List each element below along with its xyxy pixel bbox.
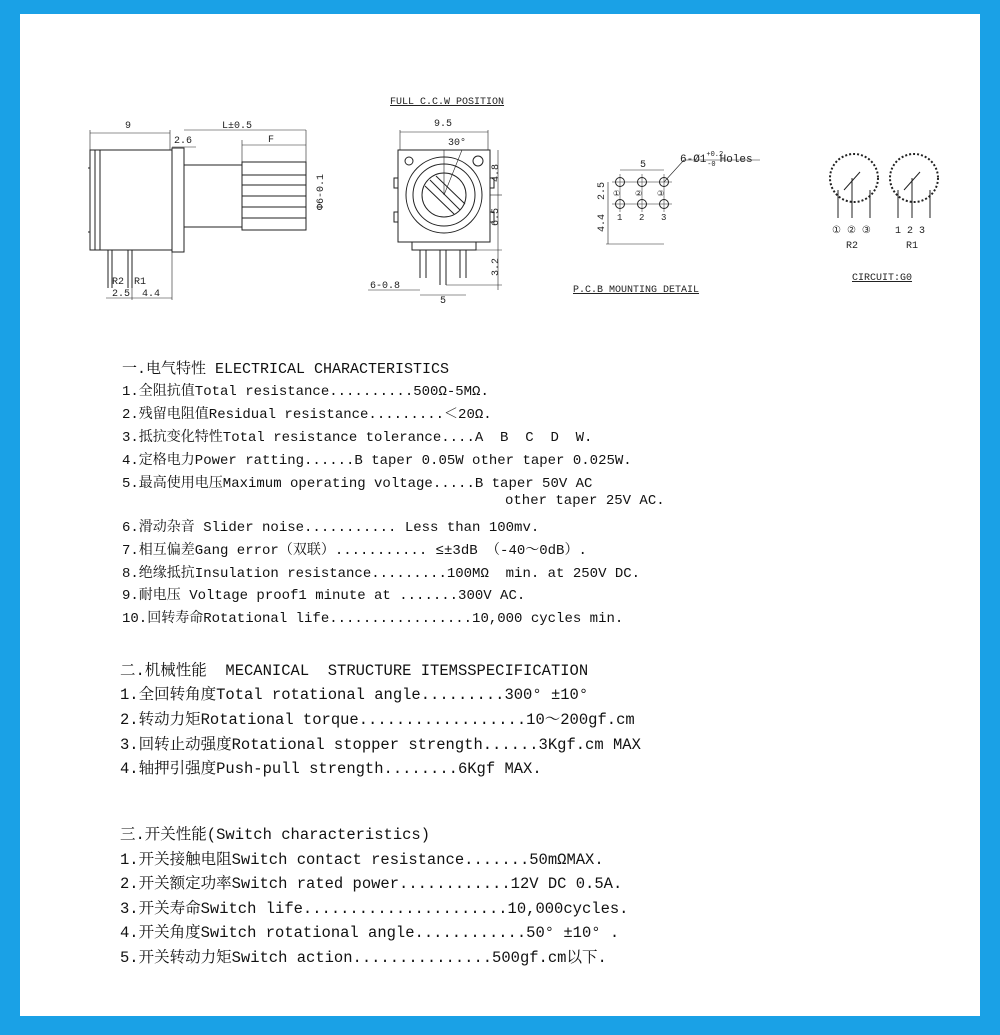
circuit-r2-pins: ① ② ③ — [832, 226, 871, 237]
electrical-item: 9.耐电压 Voltage proof1 minute at .......300V AC. — [122, 588, 526, 604]
switch-item: 5.开关转动力矩Switch action...............500gf.cm以下. — [120, 949, 607, 967]
circuit-r2-label: R2 — [846, 241, 859, 252]
circuit-diagram — [830, 154, 938, 218]
circuit-title: CIRCUIT:G0 — [852, 273, 913, 284]
mechanical-item: 1.全回转角度Total rotational angle.........300° ±10° — [120, 686, 589, 704]
pcb-pin-bottom-3: 3 — [661, 213, 667, 223]
mechanical-item: 3.回转止动强度Rotational stopper strength......3Kgf.cm MAX — [120, 736, 641, 754]
side-dim-9: 9 — [125, 121, 132, 132]
side-dim-2-6: 2.6 — [174, 136, 193, 147]
pcb-dim-2-5: 2.5 — [597, 181, 608, 200]
mechanical-item: 4.轴押引强度Push-pull strength........6Kgf MAX. — [120, 760, 542, 778]
electrical-item: 10.回转寿命Rotational life.................10,000 cycles min. — [122, 611, 624, 627]
switch-item: 3.开关寿命Switch life......................10,000cycles. — [120, 900, 629, 918]
pcb-pin-top-2: ② — [635, 190, 643, 199]
mechanical-heading: 二.机械性能 MECANICAL STRUCTURE ITEMSSPECIFICATION — [120, 662, 589, 680]
front-dim-4-8: 4.8 — [491, 163, 502, 182]
front-dim-9-5: 9.5 — [434, 119, 453, 130]
side-label-r1: R1 — [134, 277, 147, 288]
switch-item: 4.开关角度Switch rotational angle............50° ±10° . — [120, 924, 620, 942]
pcb-pin-bottom-2: 2 — [639, 213, 645, 223]
electrical-item: 4.定格电力Power ratting......B taper 0.05W other taper 0.025W. — [122, 453, 632, 469]
switch-heading: 三.开关性能(Switch characteristics) — [120, 826, 431, 844]
circuit-r1-pins: 1 2 3 — [895, 226, 926, 237]
front-dim-5: 5 — [440, 296, 447, 307]
electrical-item: 3.抵抗变化特性Total resistance tolerance....A B C D W. — [122, 430, 593, 446]
pcb-dim-5: 5 — [640, 160, 647, 171]
side-label-r2: R2 — [112, 277, 125, 288]
electrical-item: 2.残留电阻值Residual resistance.........＜20Ω. — [122, 407, 492, 423]
side-dim-shaft: Φ6-0.1 — [316, 173, 327, 210]
circuit-r1-label: R1 — [906, 241, 919, 252]
pcb-title: P.C.B MOUNTING DETAIL — [573, 285, 700, 296]
electrical-item: 6.滑动杂音 Slider noise........... Less than 100mv. — [122, 520, 540, 536]
front-dim-6-0-8: 6-0.8 — [370, 281, 401, 292]
side-dim-4-4: 4.4 — [142, 289, 161, 300]
switch-item: 1.开关接触电阻Switch contact resistance.......50mΩMAX. — [120, 851, 604, 869]
pcb-mounting-drawing — [606, 160, 760, 244]
technical-drawings — [0, 0, 1000, 340]
front-dim-6-5: 6.5 — [491, 207, 502, 226]
electrical-item: 7.相互偏差Gang error（双联）........... ≤±3dB （-40～0dB）. — [122, 543, 587, 559]
switch-item: 2.开关额定功率Switch rated power............12V DC 0.5A. — [120, 875, 623, 893]
front-dim-3-2: 3.2 — [491, 257, 502, 276]
side-dim-L: L±0.5 — [222, 121, 253, 132]
electrical-item: 1.全阻抗值Total resistance..........500Ω-5MΩ. — [122, 384, 489, 400]
electrical-item: 8.绝缘抵抗Insulation resistance.........100MΩ min. at 250V DC. — [122, 566, 641, 582]
mechanical-item: 2.转动力矩Rotational torque..................10～200gf.cm — [120, 711, 635, 729]
side-dim-2-5: 2.5 — [112, 289, 131, 300]
electrical-item: 5.最高使用电压Maximum operating voltage.....B taper 50V AC — [122, 476, 593, 492]
side-dim-F: F — [268, 135, 275, 146]
front-view-drawing — [368, 130, 502, 295]
electrical-item: other taper 25V AC. — [505, 493, 665, 509]
front-title: FULL C.C.W POSITION — [390, 97, 505, 108]
front-angle: 30° — [448, 138, 467, 149]
pcb-pin-top-1: ① — [613, 190, 621, 199]
pcb-pin-top-3: ③ — [657, 190, 665, 199]
pcb-dim-4-4: 4.4 — [597, 213, 608, 232]
pcb-holes: $6-Ø1^{+0.2}$ -0 Holes — [680, 151, 753, 169]
pcb-pin-bottom-1: 1 — [617, 213, 623, 223]
side-view-drawing — [88, 130, 306, 300]
electrical-heading: 一.电气特性 ELECTRICAL CHARACTERISTICS — [122, 361, 450, 378]
